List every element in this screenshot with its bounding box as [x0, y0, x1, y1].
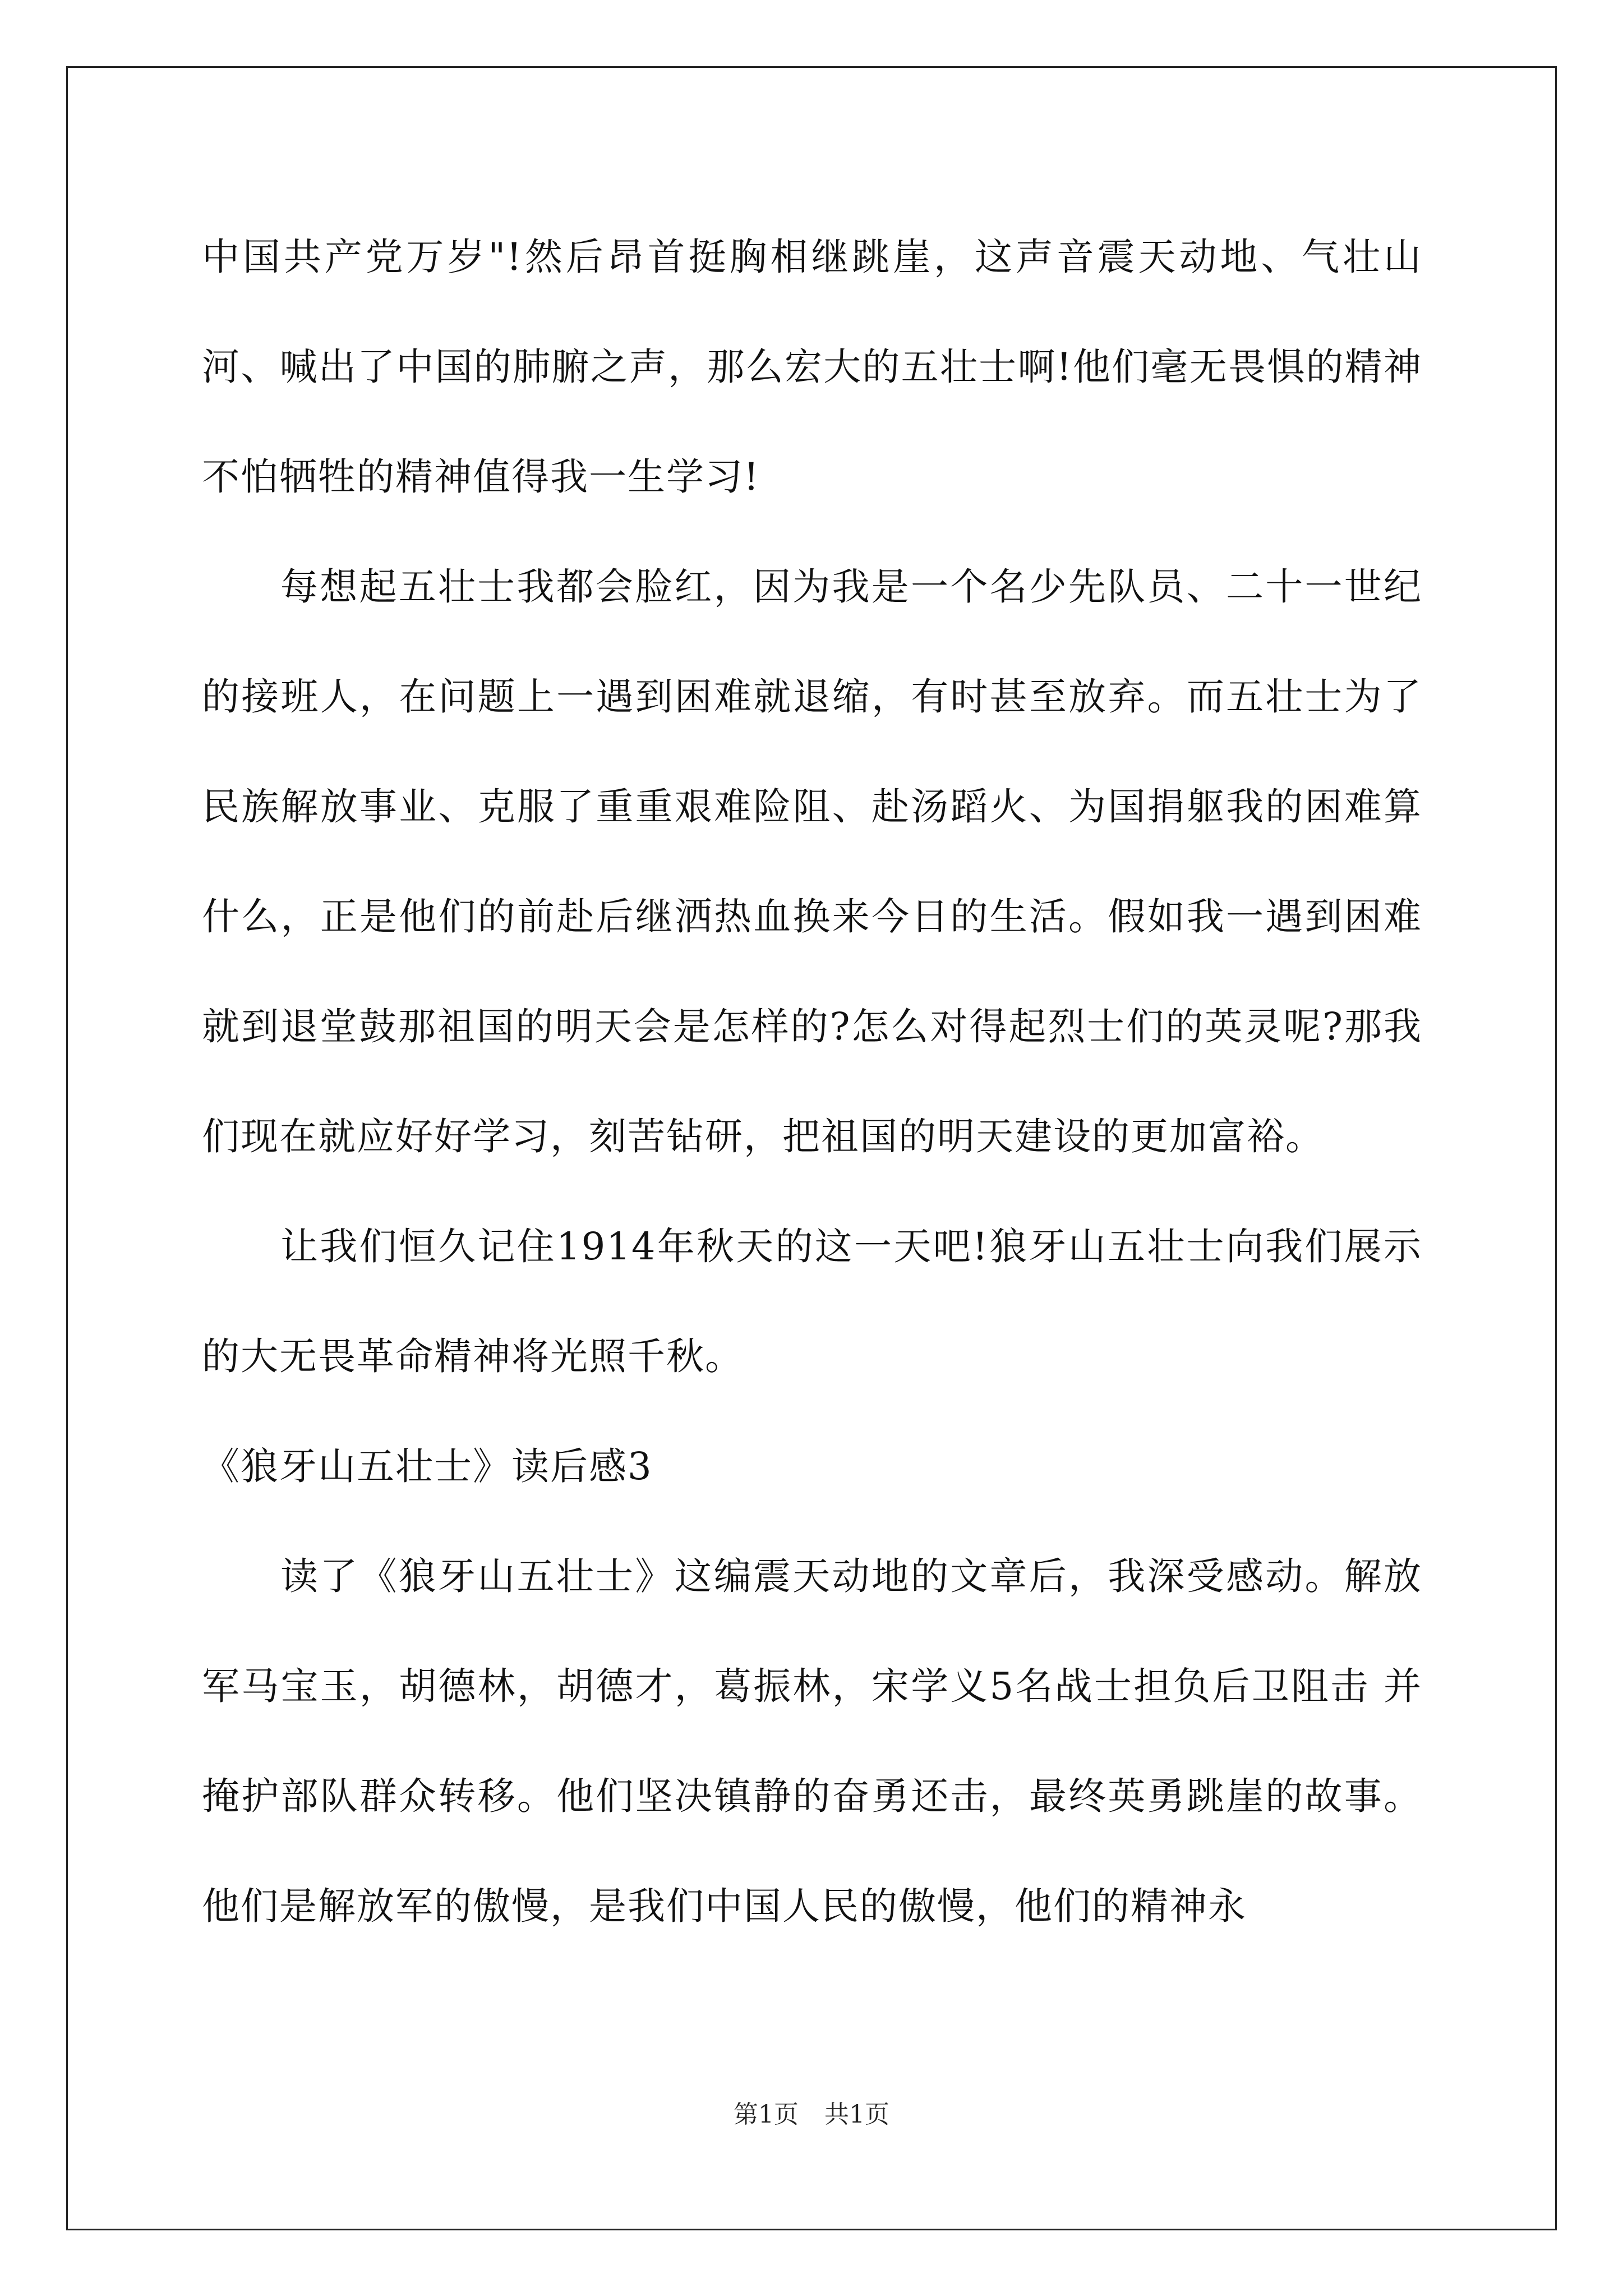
section-heading: 《狼牙山五壮士》读后感3 — [202, 1444, 653, 1488]
paragraph-1: 中国共产党万岁"!然后昂首挺胸相继跳崖，这声音震天动地、气壮山河、喊出了中国的肺腑之声，那么宏大的五壮士啊!他们毫无畏惧的精神不怕牺牲的精神值得我一生学习! — [202, 235, 1422, 499]
total-pages: 共1页 — [824, 2100, 889, 2129]
paragraph-3: 让我们恒久记住1914年秋天的这一天吧!狼牙山五壮士向我们展示的大无畏革命精神将光照千秋。 — [202, 1225, 1422, 1378]
paragraph-2: 每想起五壮士我都会脸红，因为我是一个名少先队员、二十一世纪的接班人，在问题上一遇到困难就退缩，有时甚至放弃。而五壮士为了民族解放事业、克服了重重艰难险阻、赴汤蹈火、为国捐躯我的困难算什么，正是他们的前赴后继洒热血换来今日的生活。假如我一遇到困难就到退堂鼓那祖国的明天会是怎样的?怎么对得起烈士们的英灵呢?那我们现在就应好好学习，刻苦钻研，把祖国的明天建设的更加富裕。 — [202, 565, 1422, 1158]
paragraph-4: 读了《狼牙山五壮士》这编震天动地的文章后，我深受感动。解放军马宝玉，胡德林，胡德才，葛振林，宋学义5名战士担负后卫阻击 并掩护部队群众转移。他们坚决镇静的奋勇还击，最终英勇跳崖的故事。他们是解放军的傲慢，是我们中国人民的傲慢，他们的精神永 — [202, 1554, 1422, 1928]
page-footer — [0, 2098, 1623, 2132]
page-number: 第1页 — [734, 2100, 799, 2129]
document-body — [202, 202, 1422, 1961]
